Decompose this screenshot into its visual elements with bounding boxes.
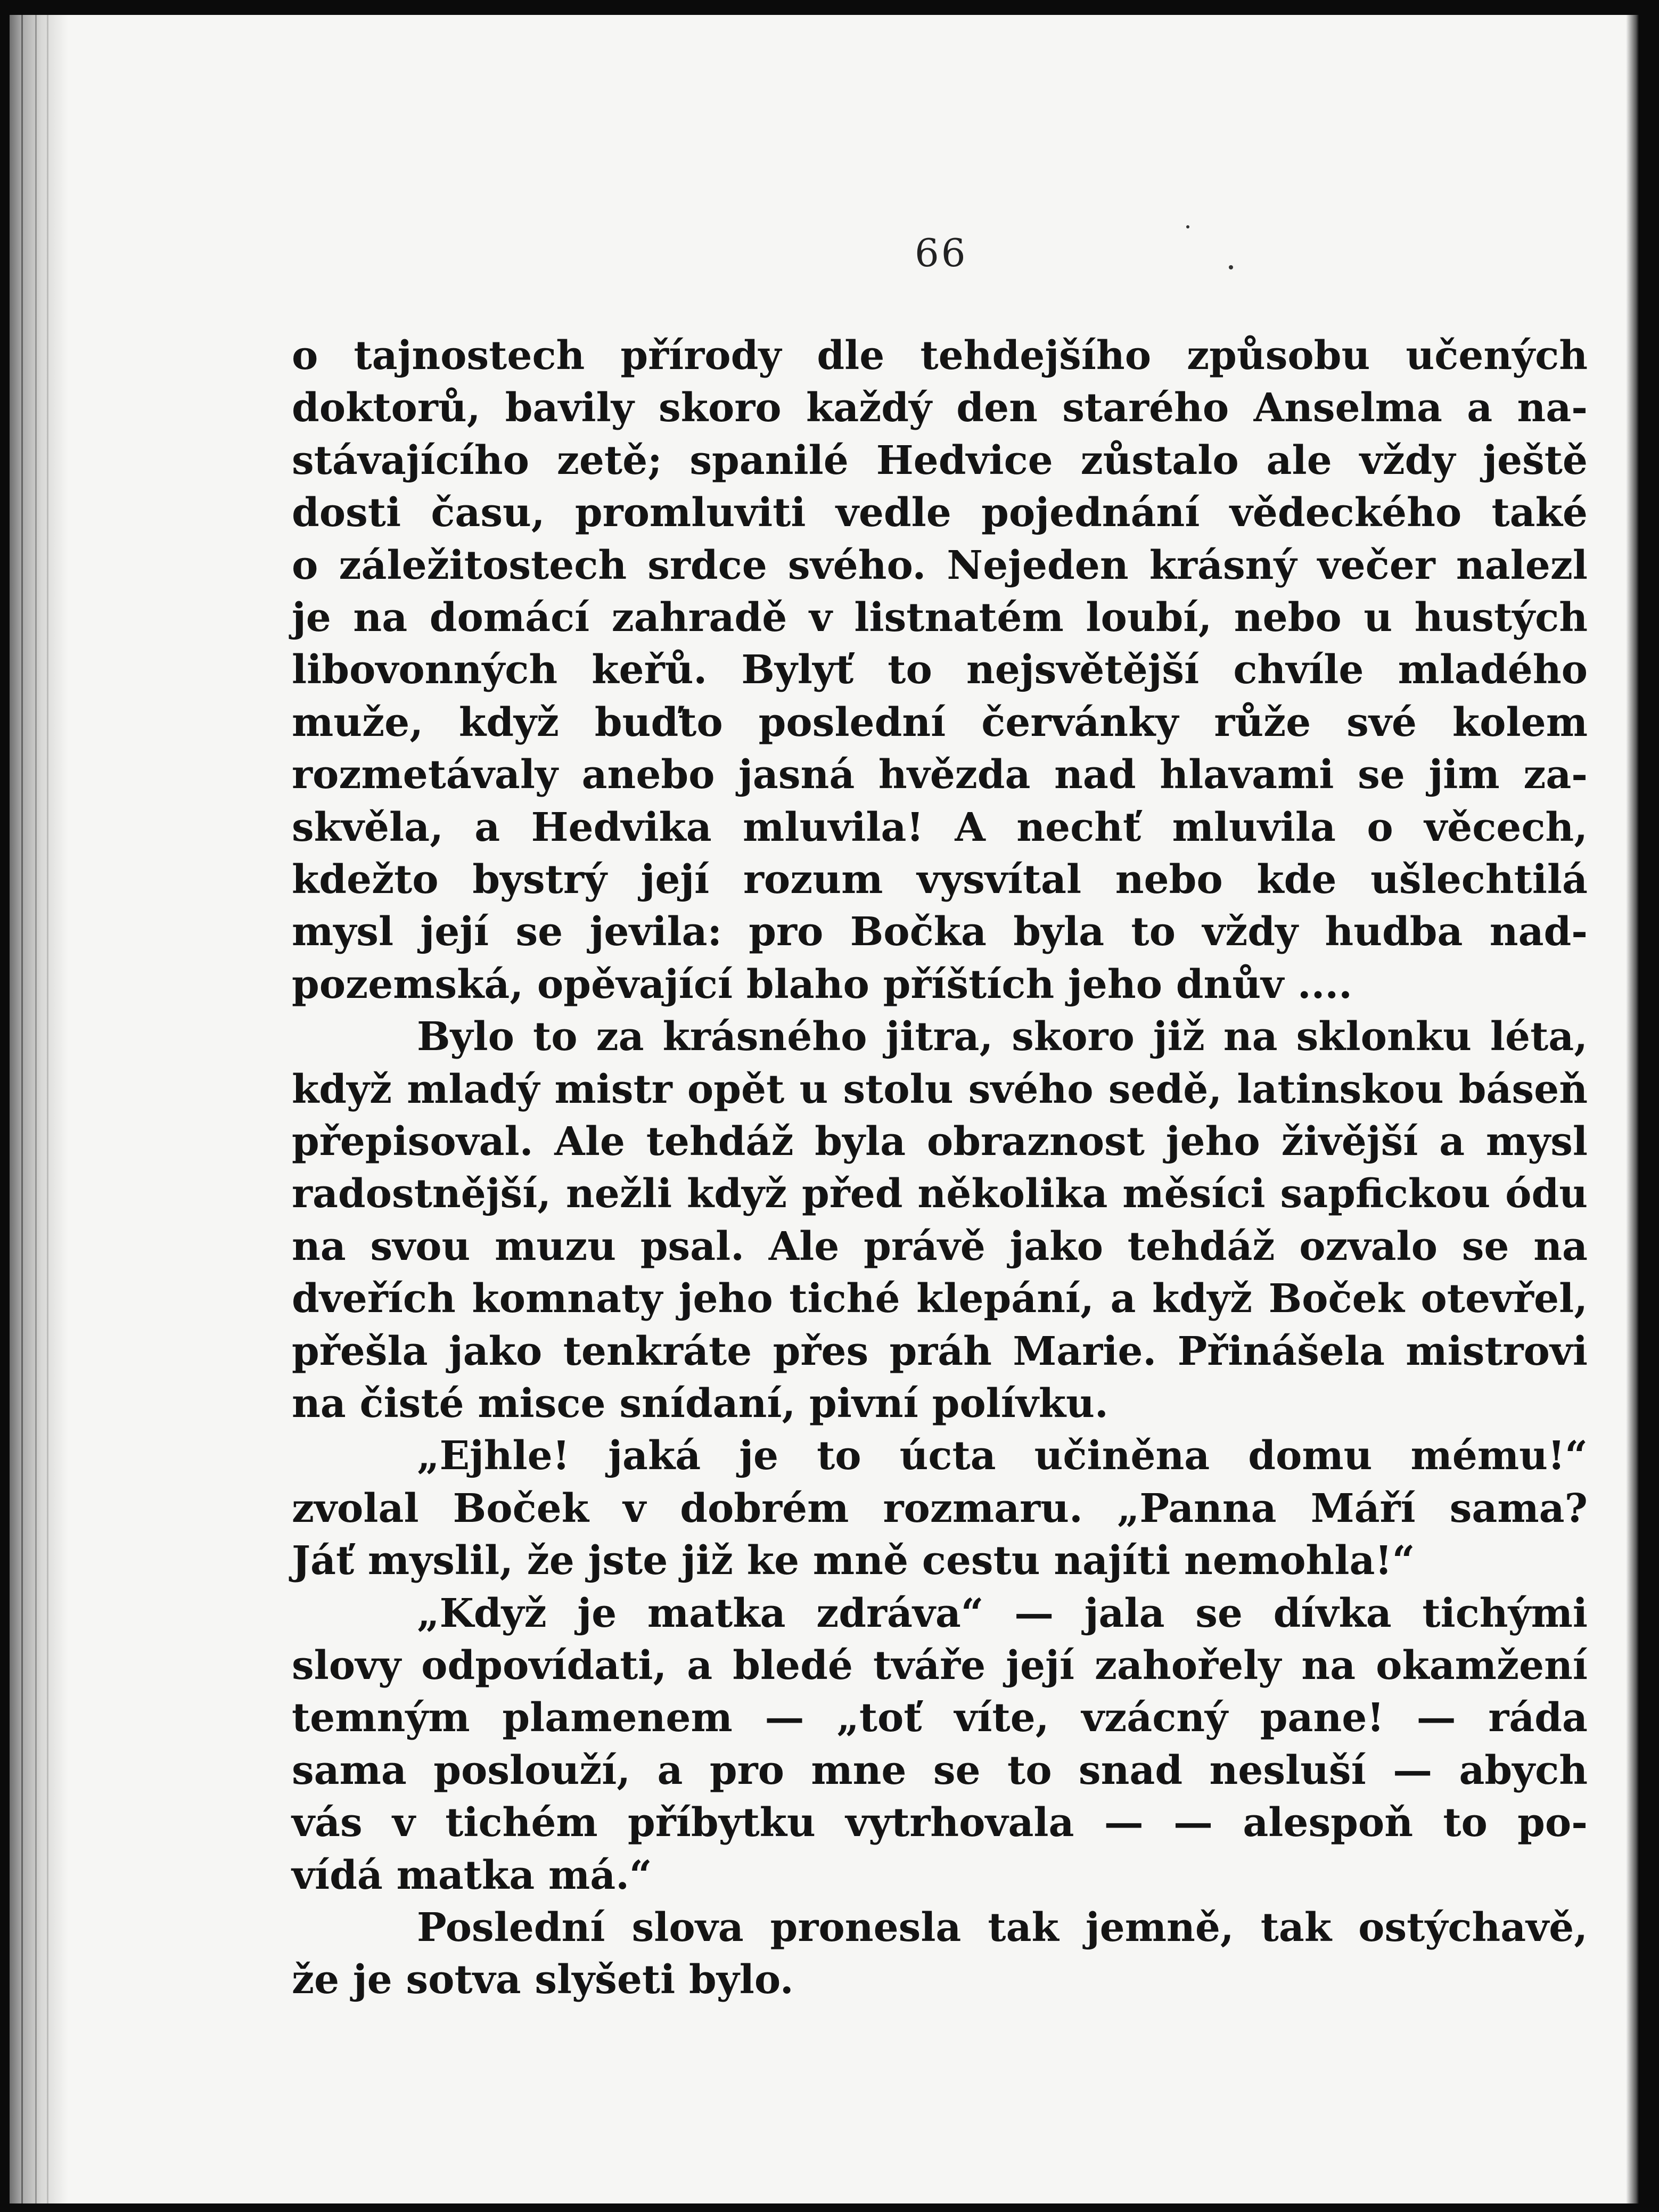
text-line: radostnější, nežli když před několika měsíci sapfickou ódu [292,1171,1588,1217]
text-line: doktorů, bavily skoro každý den starého Anselma a na- [292,385,1588,431]
text-line: temným plamenem — „toť víte, vzácný pane! — ráda [292,1695,1588,1741]
text-line: vás v tichém příbytku vytrhovala — — alespoň to po- [292,1800,1588,1846]
text-line: dveřích komnaty jeho tiché klepání, a když Boček otevřel, [292,1276,1588,1322]
spine-line [47,15,48,2203]
text-line: zvolal Boček v dobrém rozmaru. „Panna Máří sama? [292,1485,1588,1531]
text-line: vídá matka má.“ [292,1852,652,1898]
text-line: libovonných keřů. Bylyť to nejsvětější chvíle mladého [292,647,1588,693]
text-line: muže, když buďto poslední červánky růže své kolem [292,699,1588,745]
text-line: pozemská, opěvající blaho příštích jeho dnův .... [292,961,1352,1007]
print-speck [1186,225,1189,228]
text-line: „Ejhle! jaká je to úcta učiněna domu mému!“ [417,1433,1588,1479]
text-line: když mladý mistr opět u stolu svého sedě, latinskou báseň [292,1066,1588,1112]
text-line: mysl její se jevila: pro Bočka byla to vždy hudba nad- [292,909,1588,955]
text-line: přepisoval. Ale tehdáž byla obraznost jeho živější a mysl [292,1119,1588,1165]
text-line: stávajícího zetě; spanilé Hedvice zůstalo ale vždy ještě [292,437,1588,484]
text-line: dosti času, promluviti vedle pojednání vědeckého také [292,490,1588,536]
text-line: kdežto bystrý její rozum vysvítal nebo kde ušlechtilá [292,857,1588,903]
text-line: o záležitostech srdce svého. Nejeden krásný večer nalezl [292,542,1588,588]
spine-line [35,15,37,2203]
print-speck [1229,265,1233,269]
text-line: rozmetávaly anebo jasná hvězda nad hlavami se jim za- [292,752,1588,798]
text-line: sama poslouží, a pro mne se to snad nesluší — abych [292,1747,1588,1793]
text-line: že je sotva slyšeti bylo. [292,1957,794,2003]
text-line: je na domácí zahradě v listnatém loubí, nebo u hustých [292,595,1588,641]
text-line: přešla jako tenkráte přes práh Marie. Přinášela mistrovi [292,1328,1588,1374]
text-line: Poslední slova pronesla tak jemně, tak ostýchavě, [417,1905,1588,1951]
text-line: o tajnostech přírody dle tehdejšího způsobu učených [292,333,1588,379]
text-line: na čisté misce snídaní, pivní polívku. [292,1381,1108,1427]
book-page [10,15,1639,2203]
text-line: na svou muzu psal. Ale právě jako tehdáž ozvalo se na [292,1223,1588,1269]
text-line: skvěla, a Hedvika mluvila! A nechť mluvila o věcech, [292,804,1588,850]
text-line: „Když je matka zdráva“ — jala se dívka tichými [417,1590,1588,1636]
spine-line [21,15,23,2203]
page-number: 66 [915,231,968,275]
page-right-edge [1626,15,1639,2203]
text-line: slovy odpovídati, a bledé tváře její zahořely na okamžení [292,1643,1588,1689]
page-spine-shadow [10,15,68,2203]
text-line: Jáť myslil, že jste již ke mně cestu najíti nemohla!“ [292,1538,1415,1584]
text-line: Bylo to za krásného jitra, skoro již na sklonku léta, [417,1014,1588,1060]
